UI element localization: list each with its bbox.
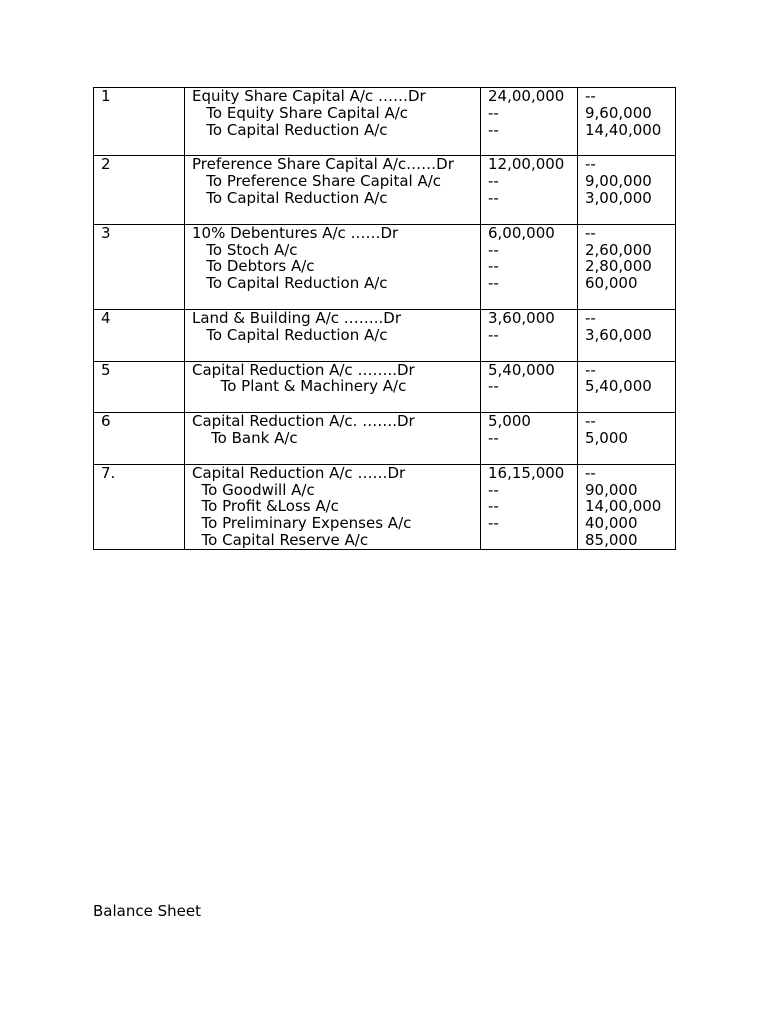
debit-amount: -- <box>488 325 499 344</box>
debit-amount: 6,00,000 <box>488 224 555 242</box>
debit-amount-cell <box>481 224 578 309</box>
particulars-line: To Preference Share Capital A/c <box>192 172 442 191</box>
debit-amount: -- <box>488 480 499 499</box>
particulars-line: To Capital Reduction A/c <box>192 120 388 139</box>
journal-entry-row <box>94 413 676 465</box>
row-spacer <box>488 292 571 309</box>
credit-amount-cell <box>578 88 676 156</box>
particulars-cell <box>185 309 481 361</box>
credit-amount-cell <box>578 361 676 413</box>
debit-amount-cell <box>481 88 578 156</box>
row-spacer <box>488 138 571 155</box>
credit-amount: 85,000 <box>585 530 638 549</box>
entry-number <box>94 309 185 361</box>
debit-amount: -- <box>488 257 499 276</box>
debit-amount: -- <box>488 377 499 396</box>
debit-amount: -- <box>488 172 499 191</box>
particulars-line: Equity Share Capital A/c ……Dr <box>192 87 426 105</box>
particulars-cell <box>185 464 481 549</box>
debit-amount: -- <box>488 428 499 447</box>
credit-amount: 3,00,000 <box>585 188 652 207</box>
entry-number-text: 1 <box>101 87 111 105</box>
debit-amount: -- <box>488 497 499 516</box>
credit-amount: 9,00,000 <box>585 172 652 191</box>
journal-entry-row <box>94 361 676 413</box>
particulars-line: Capital Reduction A/c ……Dr <box>192 464 406 482</box>
particulars-cell <box>185 156 481 224</box>
row-spacer <box>192 447 474 464</box>
debit-amount: 24,00,000 <box>488 87 565 105</box>
row-spacer <box>488 207 571 224</box>
particulars-line: To Stoch A/c <box>192 240 298 259</box>
row-spacer <box>585 447 669 464</box>
row-spacer <box>192 138 474 155</box>
credit-amount: -- <box>585 309 596 327</box>
row-spacer <box>192 207 474 224</box>
entry-number-text: 2 <box>101 155 111 174</box>
credit-amount: 40,000 <box>585 514 638 533</box>
credit-amount: 9,60,000 <box>585 103 652 122</box>
row-spacer <box>585 344 669 361</box>
debit-amount: -- <box>488 120 499 139</box>
debit-amount: -- <box>488 240 499 259</box>
journal-entry-row <box>94 309 676 361</box>
credit-amount: -- <box>585 87 596 105</box>
particulars-line: To Capital Reduction A/c <box>192 274 388 293</box>
entry-number-text: 6 <box>101 412 111 431</box>
credit-amount: 60,000 <box>585 274 638 293</box>
particulars-line: Preference Share Capital A/c……Dr <box>192 155 454 174</box>
entry-number-text: 3 <box>101 224 111 242</box>
row-spacer <box>488 447 571 464</box>
debit-amount: 5,40,000 <box>488 361 555 379</box>
credit-amount: 2,80,000 <box>585 257 652 276</box>
particulars-line: Capital Reduction A/c ……..Dr <box>192 361 415 379</box>
row-spacer <box>192 395 474 412</box>
credit-amount: 2,60,000 <box>585 240 652 259</box>
entry-number-text: 5 <box>101 361 111 379</box>
entry-number <box>94 464 185 549</box>
row-spacer <box>488 395 571 412</box>
credit-amount: 5,40,000 <box>585 377 652 396</box>
credit-amount: -- <box>585 464 596 482</box>
particulars-line: To Goodwill A/c <box>192 480 315 499</box>
particulars-line: To Capital Reserve A/c <box>192 530 369 549</box>
credit-amount-cell <box>578 224 676 309</box>
credit-amount-cell <box>578 309 676 361</box>
credit-amount: 3,60,000 <box>585 325 652 344</box>
journal-entry-row <box>94 464 676 549</box>
journal-entry-row <box>94 156 676 224</box>
row-spacer <box>192 344 474 361</box>
journal-entries-body <box>94 88 676 550</box>
entry-number <box>94 413 185 465</box>
credit-amount: 14,40,000 <box>585 120 662 139</box>
particulars-line: To Capital Reduction A/c <box>192 188 388 207</box>
particulars-cell <box>185 88 481 156</box>
entry-number <box>94 156 185 224</box>
particulars-line: To Profit &Loss A/c <box>192 497 339 516</box>
credit-amount: -- <box>585 224 596 242</box>
particulars-line: To Preliminary Expenses A/c <box>192 514 412 533</box>
journal-entries-table <box>93 87 676 550</box>
row-spacer <box>585 138 669 155</box>
debit-amount: 16,15,000 <box>488 464 565 482</box>
credit-amount-cell <box>578 413 676 465</box>
row-spacer <box>192 292 474 309</box>
particulars-line: To Capital Reduction A/c <box>192 325 388 344</box>
entry-number-text: 7. <box>101 464 116 482</box>
debit-amount-cell <box>481 156 578 224</box>
particulars-cell <box>185 224 481 309</box>
debit-amount: -- <box>488 188 499 207</box>
debit-amount: -- <box>488 103 499 122</box>
journal-entry-row <box>94 224 676 309</box>
row-spacer <box>585 292 669 309</box>
credit-amount: 5,000 <box>585 428 628 447</box>
debit-amount-cell <box>481 413 578 465</box>
particulars-line: Capital Reduction A/c. …….Dr <box>192 412 415 431</box>
journal-entry-row <box>94 88 676 156</box>
debit-amount-cell <box>481 309 578 361</box>
credit-amount-cell <box>578 156 676 224</box>
debit-amount: -- <box>488 514 499 533</box>
credit-amount: 90,000 <box>585 480 638 499</box>
particulars-line: To Debtors A/c <box>192 257 315 276</box>
debit-amount: 5,000 <box>488 412 531 431</box>
credit-amount: 14,00,000 <box>585 497 662 516</box>
particulars-line: Land & Building A/c ……..Dr <box>192 309 402 327</box>
debit-amount: 12,00,000 <box>488 155 565 174</box>
row-spacer <box>585 395 669 412</box>
debit-amount-cell <box>481 464 578 549</box>
debit-amount: 3,60,000 <box>488 309 555 327</box>
entry-number <box>94 224 185 309</box>
credit-amount: -- <box>585 155 596 174</box>
entry-number <box>94 88 185 156</box>
credit-amount: -- <box>585 361 596 379</box>
credit-amount: -- <box>585 412 596 431</box>
debit-amount: -- <box>488 274 499 293</box>
particulars-line: To Bank A/c <box>192 428 298 447</box>
particulars-cell <box>185 413 481 465</box>
entry-number-text: 4 <box>101 309 111 327</box>
row-spacer <box>585 207 669 224</box>
debit-amount-cell <box>481 361 578 413</box>
particulars-line: 10% Debentures A/c ……Dr <box>192 224 399 242</box>
row-spacer <box>488 344 571 361</box>
particulars-line: To Plant & Machinery A/c <box>192 377 407 396</box>
credit-amount-cell <box>578 464 676 549</box>
particulars-line: To Equity Share Capital A/c <box>192 103 409 122</box>
entry-number <box>94 361 185 413</box>
balance-sheet-heading: Balance Sheet <box>93 902 201 920</box>
particulars-cell <box>185 361 481 413</box>
